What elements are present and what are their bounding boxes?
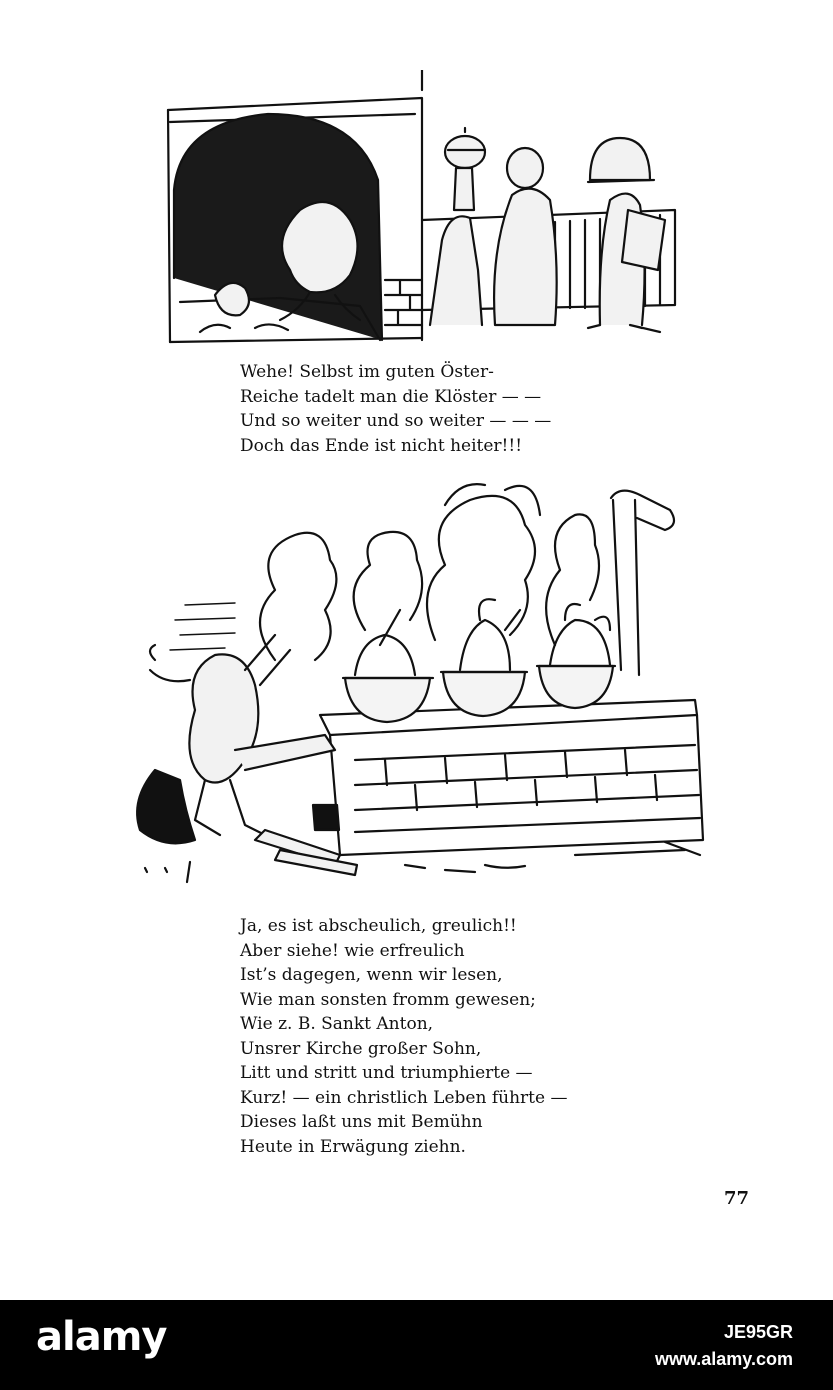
verse-line: Litt und stritt und triumphierte — <box>240 1063 533 1083</box>
verse-line: Wie z. B. Sankt Anton, <box>240 1014 434 1034</box>
verse-line: Wie man sonsten fromm gewesen; <box>240 989 536 1010</box>
illustration-devil-cauldrons <box>125 470 715 900</box>
illustration-fireplace-procession <box>160 70 685 355</box>
watermark-logo: alamy <box>36 1314 167 1360</box>
verse-line: Unsrer Kirche großer Sohn, <box>240 1038 482 1059</box>
verse-line: Heute in Erwägung ziehn. <box>240 1136 466 1157</box>
watermark-url: www.alamy.com <box>654 1349 793 1369</box>
verse-line: Dieses laßt uns mit Bemühn <box>240 1112 483 1132</box>
verse-line: Ist’s dagegen, wenn wir lesen, <box>240 965 503 985</box>
verse-stanza-2 <box>240 914 567 1159</box>
verse-line: Wehe! Selbst im guten Öster- <box>240 362 494 382</box>
page-number: 77 <box>724 1188 750 1209</box>
verse-line: Und so weiter und so weiter — — — <box>240 411 552 431</box>
verse-line: Ja, es ist abscheulich, greulich!! <box>240 916 517 936</box>
verse-line: Reiche tadelt man die Klöster — — <box>240 386 542 407</box>
verse-line: Kurz! — ein christlich Leben führte — <box>240 1087 568 1108</box>
verse-line: Aber siehe! wie erfreulich <box>240 940 465 961</box>
verse-line: Doch das Ende ist nicht heiter!!! <box>240 435 523 456</box>
verse-stanza-1 <box>240 360 551 458</box>
watermark-bar <box>0 1300 833 1390</box>
watermark-image-id: JE95GR <box>723 1322 793 1342</box>
watermark-meta <box>655 1322 793 1370</box>
